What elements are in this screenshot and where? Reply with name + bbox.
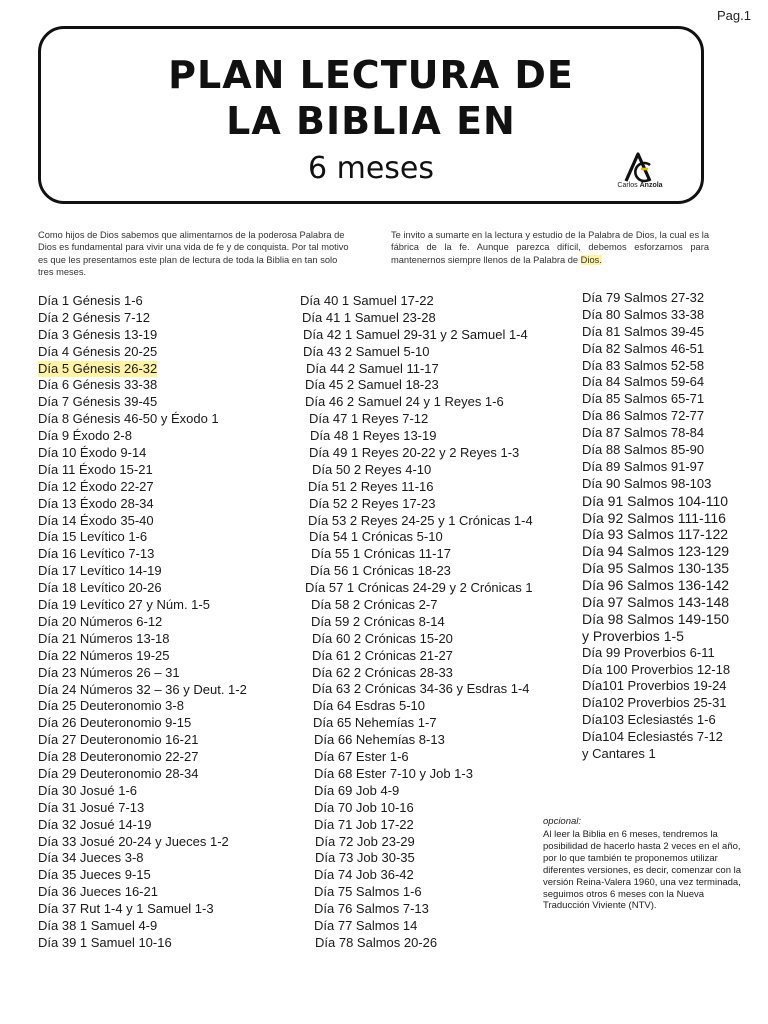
reading-day-item: Día 63 2 Crónicas 34-36 y Esdras 1-4 — [312, 681, 530, 697]
reading-day-item: Día 95 Salmos 130-135 — [582, 560, 730, 577]
reading-day-item: Día 47 1 Reyes 7-12 — [309, 411, 429, 427]
reading-day-item: Día 14 Éxodo 35-40 — [38, 512, 154, 528]
title-box — [38, 26, 704, 204]
reading-day-item: Día 7 Génesis 39-45 — [38, 394, 158, 410]
reading-day-item: Día 83 Salmos 52-58 — [582, 357, 705, 373]
reading-day-item: Día 94 Salmos 123-129 — [582, 543, 730, 560]
reading-day-item: Día 33 Josué 20-24 y Jueces 1-2 — [38, 833, 229, 849]
reading-day-item: Día 11 Éxodo 15-21 — [38, 461, 153, 477]
reading-day-item: Día 23 Números 26 – 31 — [38, 664, 180, 680]
reading-day-item: Día 39 1 Samuel 10-16 — [38, 934, 172, 950]
reading-day-item: Día 8 Génesis 46-50 y Éxodo 1 — [38, 411, 219, 427]
reading-day-item: y Cantares 1 — [582, 746, 656, 762]
reading-day-item: Día 86 Salmos 72-77 — [582, 408, 705, 424]
reading-day-item: Día 2 Génesis 7-12 — [38, 309, 151, 325]
reading-day-item: Día 6 Génesis 33-38 — [38, 377, 158, 393]
reading-day-item: Día 38 1 Samuel 4-9 — [38, 917, 158, 933]
reading-day-item: Día 9 Éxodo 2-8 — [38, 428, 132, 444]
reading-day-item: Día 45 2 Samuel 18-23 — [305, 377, 439, 393]
reading-day-item: Día 67 Ester 1-6 — [314, 749, 409, 765]
reading-day-item: Día 44 2 Samuel 11-17 — [306, 360, 439, 376]
logo-a-icon — [623, 151, 657, 183]
reading-day-item: Día 25 Deuteronomio 3-8 — [38, 698, 184, 714]
reading-day-item: Día 5 Génesis 26-32 — [38, 360, 158, 376]
reading-day-item: Día 32 Josué 14-19 — [38, 816, 152, 832]
reading-day-item: Día 71 Job 17-22 — [314, 816, 414, 832]
reading-day-item: Día 98 Salmos 149-150 — [582, 610, 730, 627]
reading-day-item: Día 27 Deuteronomio 16-21 — [38, 732, 199, 748]
reading-day-item: Día 56 1 Crónicas 18-23 — [310, 563, 451, 579]
reading-day-item: Día 81 Salmos 39-45 — [582, 323, 705, 339]
subtitle: 6 meses — [307, 151, 435, 186]
reading-day-item: Día 75 Salmos 1-6 — [314, 884, 422, 900]
reading-day-item: Día 60 2 Crónicas 15-20 — [312, 630, 453, 646]
reading-day-item: Día 59 2 Crónicas 8-14 — [311, 613, 445, 629]
reading-day-item: Día 31 Josué 7-13 — [38, 799, 145, 815]
title-line-2: LA BIBLIA EN — [226, 99, 516, 143]
reading-day-item: Día 21 Números 13-18 — [38, 630, 170, 646]
reading-day-item: Día 1 Génesis 1-6 — [38, 293, 143, 308]
reading-day-item: Día 84 Salmos 59-64 — [582, 374, 705, 390]
optional-note: Al leer la Biblia en 6 meses, tendremos la posibilidad de hacerlo hasta 2 veces en el año, por lo que también te proponemos utilizar diferentes versiones, es decir, comenzar con la versión Reina-Valera 1960, una vez terminada, seguimos otros 6 meses con la Nueva Traducción Viviente (NTV). — [543, 829, 742, 912]
reading-day-item: Día 57 1 Crónicas 24-29 y 2 Crónicas 1 — [305, 580, 533, 596]
reading-day-item: Día 55 1 Crónicas 11-17 — [311, 546, 451, 562]
reading-day-item: Día 51 2 Reyes 11-16 — [308, 478, 434, 494]
reading-day-item: Día 35 Jueces 9-15 — [38, 867, 151, 883]
reading-day-item: Día 30 Josué 1-6 — [38, 782, 138, 798]
reading-day-item: Día 24 Números 32 – 36 y Deut. 1-2 — [38, 681, 247, 697]
reading-day-item: Día 52 2 Reyes 17-23 — [309, 495, 436, 511]
logo-text — [605, 182, 675, 189]
page-number: Pag.1 — [717, 8, 751, 23]
reading-day-item: Día 91 Salmos 104-110 — [582, 492, 729, 509]
reading-list-column-3 — [582, 290, 730, 763]
reading-day-item: Día 80 Salmos 33-38 — [582, 306, 705, 322]
intro-right-paragraph — [391, 229, 709, 266]
reading-day-item: Día 78 Salmos 20-26 — [315, 934, 438, 950]
reading-day-item: Día 93 Salmos 117-122 — [582, 526, 729, 543]
reading-day-item: Día 53 2 Reyes 24-25 y 1 Crónicas 1-4 — [308, 512, 533, 528]
reading-day-item: Día 85 Salmos 65-71 — [582, 391, 705, 407]
logo-last-name: Anzola — [639, 182, 663, 189]
reading-day-item: Día102 Proverbios 25-31 — [582, 695, 727, 711]
reading-day-item: Día 18 Levítico 20-26 — [38, 580, 162, 596]
reading-day-item: Día 62 2 Crónicas 28-33 — [312, 664, 453, 680]
reading-day-item: Día 26 Deuteronomio 9-15 — [38, 715, 192, 731]
reading-day-item: Día 58 2 Crónicas 2-7 — [311, 597, 438, 613]
reading-day-item: Día 37 Rut 1-4 y 1 Samuel 1-3 — [38, 901, 214, 917]
reading-day-item: Día 49 1 Reyes 20-22 y 2 Reyes 1-3 — [309, 445, 520, 461]
intro-right-text: Te invito a sumarte en la lectura y estudio de la Palabra de Dios, la cual es la fábrica de la fe. Aunque parezca difícil, debemos esforzarnos para mantenernos siempre llenos de la Palabra de — [391, 230, 709, 265]
reading-day-item: Día 65 Nehemías 1-7 — [313, 715, 437, 731]
reading-day-item: Día 79 Salmos 27-32 — [582, 290, 705, 305]
reading-day-item: Día 36 Jueces 16-21 — [38, 884, 158, 900]
reading-day-item: Día 48 1 Reyes 13-19 — [310, 428, 437, 444]
reading-day-item: Día 87 Salmos 78-84 — [582, 425, 705, 441]
reading-day-item: Día104 Eclesiastés 7-12 — [582, 729, 723, 745]
reading-list-column-1 — [38, 293, 247, 952]
reading-day-item: Día 61 2 Crónicas 21-27 — [312, 647, 453, 663]
reading-day-item: Día 96 Salmos 136-142 — [582, 577, 730, 594]
reading-day-item: Día 46 2 Samuel 24 y 1 Reyes 1-6 — [305, 394, 504, 410]
reading-day-item: Día 90 Salmos 98-103 — [582, 475, 712, 491]
reading-day-item: Día 19 Levítico 27 y Núm. 1-5 — [38, 597, 210, 613]
reading-day-item: Día 16 Levítico 7-13 — [38, 546, 155, 562]
intro-right-highlight: Dios. — [580, 254, 602, 265]
reading-day-item: Día 13 Éxodo 28-34 — [38, 495, 154, 511]
reading-list-column-2 — [300, 293, 533, 952]
reading-day-item: Día 17 Levítico 14-19 — [38, 563, 162, 579]
reading-day-item: Día 10 Éxodo 9-14 — [38, 445, 147, 461]
reading-day-item: Día 50 2 Reyes 4-10 — [312, 461, 432, 477]
reading-day-item: Día 20 Números 6-12 — [38, 613, 163, 629]
reading-day-item: y Proverbios 1-5 — [582, 627, 684, 644]
reading-day-item: Día 97 Salmos 143-148 — [582, 594, 730, 611]
reading-day-item: Día 28 Deuteronomio 22-27 — [38, 749, 199, 765]
reading-day-item: Día 100 Proverbios 12-18 — [582, 661, 731, 677]
reading-day-item: Día 4 Génesis 20-25 — [38, 343, 158, 359]
reading-day-item: Día 89 Salmos 91-97 — [582, 458, 705, 474]
reading-day-item: Día 73 Job 30-35 — [315, 850, 415, 866]
optional-label: opcional: — [543, 816, 582, 827]
intro-left-paragraph: Como hijos de Dios sabemos que alimentarnos de la poderosa Palabra de Dios es fundamental para vivir una vida de fe y de conquista. Por tal motivo es que les presentamos este plan de lectura de toda la Biblia en tan solo tres meses. — [38, 230, 349, 278]
reading-day-item: Día 88 Salmos 85-90 — [582, 442, 705, 458]
reading-day-item: Día 74 Job 36-42 — [314, 867, 414, 883]
reading-day-item: Día 66 Nehemías 8-13 — [314, 732, 445, 748]
author-logo — [605, 151, 675, 191]
reading-day-item: Día 22 Números 19-25 — [38, 647, 170, 663]
logo-first-name: Carlos — [617, 182, 638, 189]
reading-day-item: Día 12 Éxodo 22-27 — [38, 478, 154, 494]
reading-day-item: Día 69 Job 4-9 — [314, 782, 400, 798]
reading-day-item: Día 70 Job 10-16 — [314, 799, 414, 815]
reading-day-item: Día 42 1 Samuel 29-31 y 2 Samuel 1-4 — [303, 326, 528, 342]
reading-day-item: Día 68 Ester 7-10 y Job 1-3 — [314, 765, 473, 781]
reading-day-item: Día 3 Génesis 13-19 — [38, 326, 158, 342]
reading-day-item: Día 76 Salmos 7-13 — [314, 901, 429, 917]
reading-day-item: Día 43 2 Samuel 5-10 — [303, 343, 430, 359]
reading-day-item: Día 40 1 Samuel 17-22 — [300, 293, 434, 308]
reading-day-item: Día 41 1 Samuel 23-28 — [302, 309, 436, 325]
reading-day-item: Día 77 Salmos 14 — [314, 917, 418, 933]
reading-day-item: Día 72 Job 23-29 — [315, 833, 415, 849]
reading-day-item: Día 29 Deuteronomio 28-34 — [38, 765, 199, 781]
title-line-1: PLAN LECTURA DE — [168, 53, 574, 97]
reading-day-item: Día 15 Levítico 1-6 — [38, 529, 148, 545]
reading-day-item: Día 34 Jueces 3-8 — [38, 850, 144, 866]
reading-day-item: Día 64 Esdras 5-10 — [313, 698, 426, 714]
reading-day-item: Día101 Proverbios 19-24 — [582, 678, 727, 694]
reading-day-item: Día 92 Salmos 111-116 — [582, 509, 726, 526]
reading-day-item: Día 99 Proverbios 6-11 — [582, 644, 715, 660]
reading-day-item: Día103 Eclesiastés 1-6 — [582, 712, 716, 728]
reading-day-item: Día 82 Salmos 46-51 — [582, 340, 705, 356]
reading-day-item: Día 54 1 Crónicas 5-10 — [309, 529, 443, 545]
